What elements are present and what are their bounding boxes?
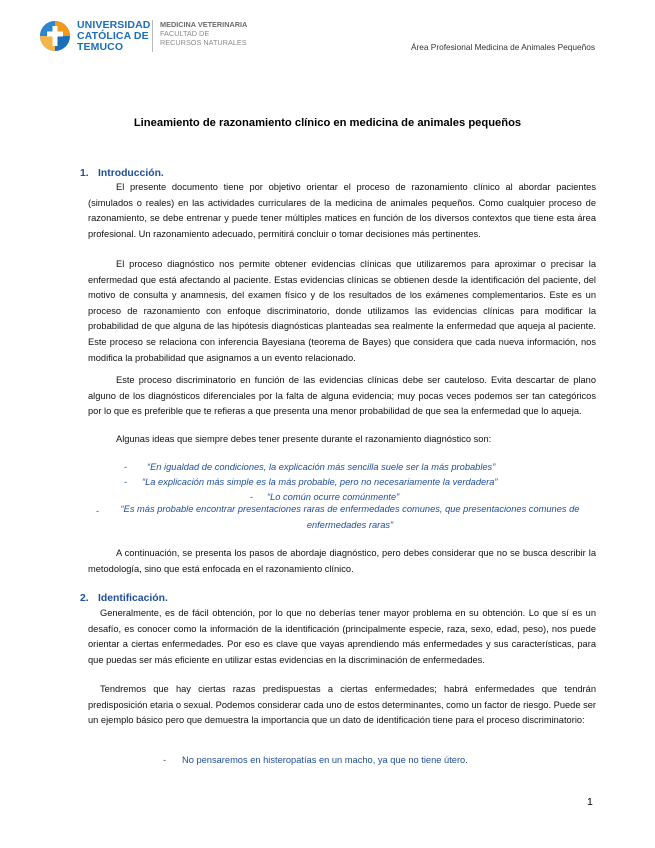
paragraph: A continuación, se presenta los pasos de abordaje diagnóstico, pero debes considerar que no se busca describir la metodología, sino que está enfocada en el razonamiento clínico. (88, 548, 596, 574)
paragraph: Algunas ideas que siempre debes tener presente durante el razonamiento diagnóstico son: (116, 434, 492, 444)
paragraph: Tendremos que hay ciertas razas predispuestas a ciertas enfermedades; habrá enfermedades que tendrán predisposición etaria o sexual. Podemos considerar cada uno de estos determinantes, como un factor de riesgo. Puede ser un ejemplo básico pero que demuestra la importancia que un dato de identificación tiene para el proceso discriminatorio: (88, 684, 597, 726)
paragraph: El proceso diagnóstico nos permite obtener evidencias clínicas que utilizaremos para aproximar o precisar la enfermedad que está afectando al paciente. Estas evidencias clínicas se obtienen desde la identificación del paciente, del motivo de consulta y anamnesis, del examen físico y de los resultados de los exámenes complementarios. Este es un proceso de razonamiento con enfoque discriminatorio, donde utilizamos las evidencias clínicas para modificar la probabilidad de que alguna de las hipótesis diagnósticas planteadas sea realmente la enfermedad que aqueja al paciente. Este proceso se relaciona con inferencia Bayesiana (teorema de Bayes) que considera que cada nueva información, nos modifica la probabilidad que asignamos a un evento relacionado. (88, 259, 596, 363)
bullet-dash: - (96, 506, 100, 516)
quote: “Lo común ocurre comúnmente” (267, 492, 400, 502)
quote: “En igualdad de condiciones, la explicación más sencilla suele ser la más probables” (147, 462, 496, 472)
faculty-name: MEDICINA VETERINARIA FACULTAD DE RECURSOS NATURALES (160, 20, 248, 47)
bullet-dash: - (163, 755, 167, 765)
bullet-dash: - (124, 477, 128, 487)
paragraph: Generalmente, es de fácil obtención, por lo que no deberías tener mayor problema en su obtención. Lo que sí es un desafío, es conocer como la información de la identificación (principalmente especie, raza, sexo, edad, peso), nos puede orientar a ciertas enfermedades. Por eso es clave que vayas aprendiendo más enfermedades y sus características, para que puedas ser más eficiente en utilizar estas evidencias en la discriminación de enfermedades. (88, 608, 596, 665)
university-name: UNIVERSIDAD CATÓLICA DE TEMUCO (77, 19, 151, 53)
page-header (0, 0, 655, 70)
bullet-dash: - (250, 492, 254, 502)
bullet-dash: - (124, 462, 128, 472)
bullet-item: No pensaremos en histeropatías en un macho, ya que no tiene útero. (182, 755, 468, 765)
document-title: Lineamiento de razonamiento clínico en medicina de animales pequeños (133, 117, 522, 129)
paragraph: Este proceso discriminatorio en función de las evidencias clínicas debe ser cauteloso. Evita descartar de plano alguno de los diagnósticos diferenciales por la falta de alguna evidencia; muy pocas veces podemos ser tan categóricos por lo que es preferible que te refieras a que presenta una menor probabilidad de que sea la enfermedad que lo aqueja. (88, 375, 596, 417)
section-heading-introduccion: 1. Introducción. (80, 168, 164, 179)
page-number: 1 (587, 796, 593, 808)
header-divider (152, 20, 153, 52)
quote: “La explicación más simple es la más probable, pero no necesariamente la verdadera” (142, 477, 498, 487)
paragraph: El presente documento tiene por objetivo orientar el proceso de razonamiento clínico al abordar pacientes (simulados o reales) en las actividades curriculares de la medicina de animales pequeños. Como cualquier proceso de razonamiento, se debe entrenar y puede tener múltiples matices en función de los diversos contextos que tiene esta área profesional. Un razonamiento adecuado, permitirá concluir o tomar decisiones más pertinentes. (88, 182, 596, 239)
quote: “Es más probable encontrar presentaciones raras de enfermedades comunes, que presentaciones comunes de enfermedades raras” (120, 504, 580, 530)
section-heading-identificacion: 2. Identificación. (80, 593, 168, 604)
university-shield-logo-icon (39, 20, 71, 52)
area-label: Área Profesional Medicina de Animales Pequeños (410, 42, 595, 52)
